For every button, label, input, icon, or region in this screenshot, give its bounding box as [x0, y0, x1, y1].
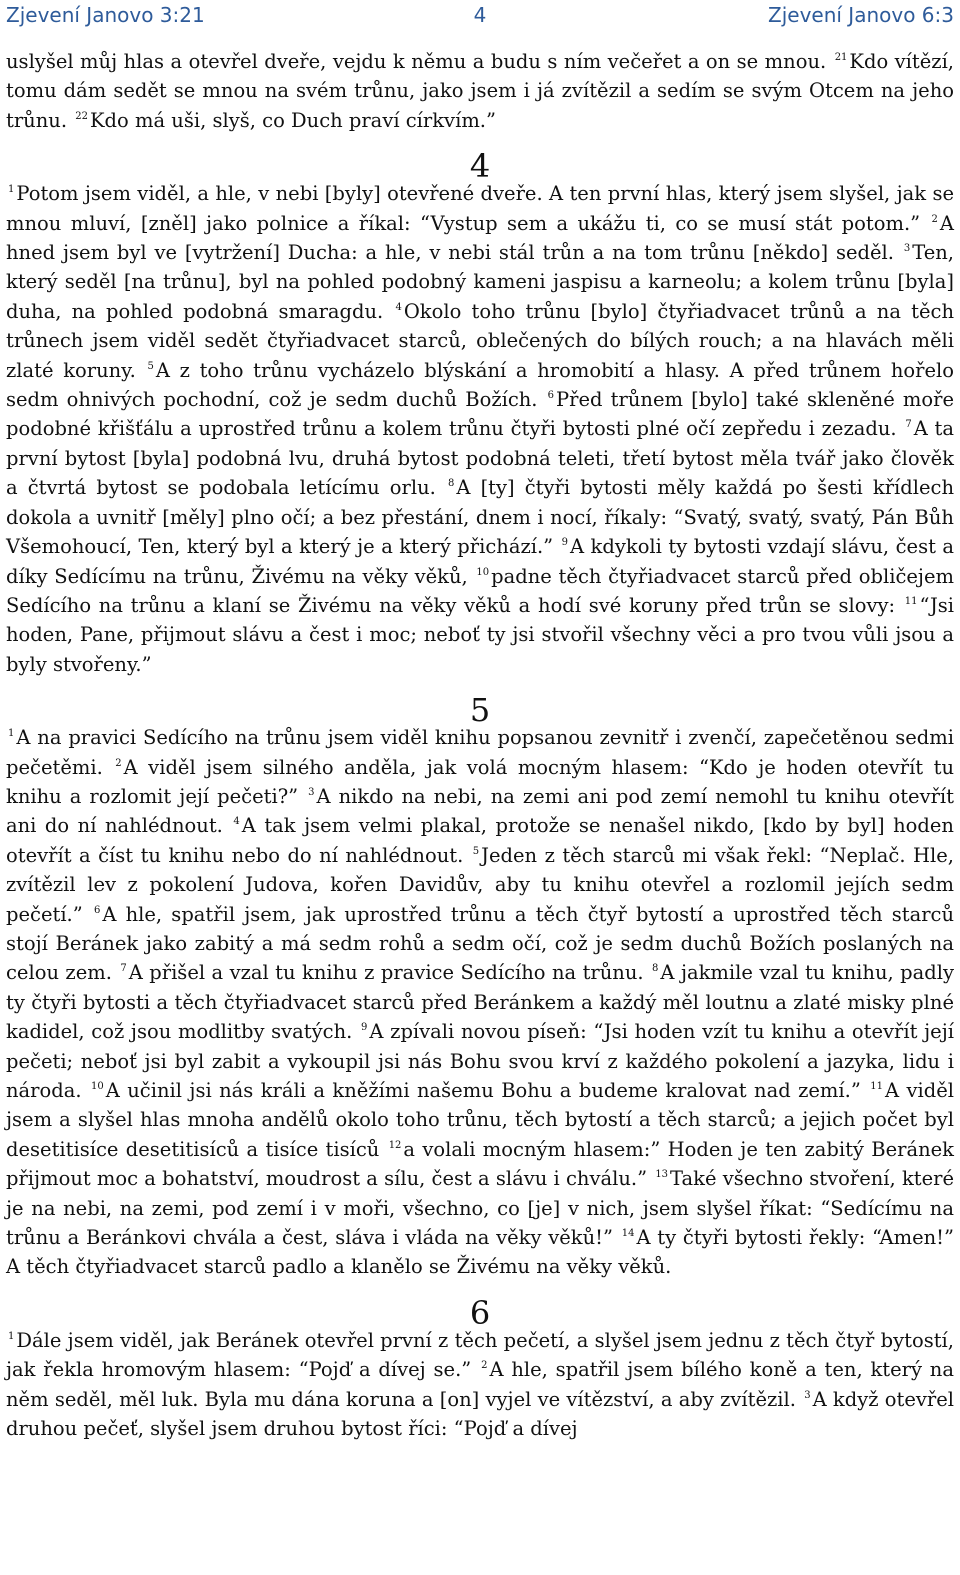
- verse-number: 8: [652, 963, 659, 975]
- verse-text: Také všechno stvoření, které je na nebi, na zemi, pod zemí i v moři, všechno, co [je] v nich, jsem slyšel říkat: “Sedícímu na trůnu a Beránkovi chvála a čest, sláva i vláda na věky věků!”: [6, 1167, 955, 1250]
- page-number: 4: [473, 3, 487, 27]
- verse-text: Dále jsem viděl, jak Beránek otevřel první z těch pečetí, a slyšel jsem jednu z těch čtyř bytostí, jak řekla hromovým hlasem: “Pojď a dívej se.”: [6, 1328, 954, 1382]
- verse-number: 22: [75, 110, 88, 122]
- verse-number: 8: [448, 478, 455, 490]
- verse-number: 6: [547, 390, 555, 402]
- header-right-reference: Zjevení Janovo 6:3: [768, 3, 954, 27]
- verse-text: a volali mocným hlasem:” Hoden je ten zabitý Beránek přijmout moc a bohatství, moudrost a sílu, čest a slávu i chválu.”: [6, 1137, 954, 1191]
- verse-text: Okolo toho trůnu [bylo] čtyřiadvacet trůnů a na těch trůnech jsem viděl sedět čtyřiadvacet starců, oblečených do bílých rouch; a na hlavách měli zlaté koruny.: [6, 299, 954, 382]
- verse-text: A hle, spatřil jsem bílého koně a ten, který na něm seděl, měl luk. Byla mu dána koruna a [on] vyjel ve vítězství, a aby zvítězil.: [6, 1358, 954, 1411]
- verse-number: 14: [621, 1228, 635, 1240]
- chapter-heading-4: 4: [469, 147, 491, 186]
- verse-text: Před trůnem [bylo] také skleněné moře podobné křišťálu a uprostřed trůnu a kolem trůnu čtyři bytosti plné očí zepředu i zezadu.: [6, 388, 954, 441]
- verse-text: Jeden z těch starců mi však řekl: “Neplač. Hle, zvítězil lev z pokolení Judova, kořen Davidův, aby tu knihu otevřel a rozlomil jejích sedm pečetí.”: [6, 843, 954, 926]
- verse-text: uslyšel můj hlas a otevřel dveře, vejdu k němu a budu s ním večeřet a on se mnou.: [6, 50, 827, 73]
- verse-number: 5: [147, 360, 154, 372]
- verse-number: 1: [8, 1330, 15, 1342]
- verse-number: 2: [931, 213, 938, 225]
- verse-text: A ta první bytost [byla] podobná lvu, druhá bytost podobná teleti, třetí bytost měla tvář jako člověk a čtvrtá bytost se podobala letícímu orlu.: [6, 417, 954, 500]
- verse-number: 12: [388, 1139, 402, 1151]
- verse-text: A na pravici Sedícího na trůnu jsem viděl knihu popsanou zevnitř i zvenčí, zapečetěnou sedmi pečetěmi.: [6, 726, 954, 779]
- verse-text: A ty čtyři bytosti řekly: “Amen!” A těch čtyřiadvacet starců padlo a klanělo se Živému na věky věků.: [6, 1226, 954, 1279]
- chapter-3-end-paragraph: [6, 47, 954, 135]
- verse-text: A viděl jsem a slyšel hlas mnoha andělů okolo toho trůnu, těch bytostí a těch starců; a jejich počet byl desetitisíce desetitisíců a tisíce tisíců: [6, 1079, 954, 1161]
- verse-text: A tak jsem velmi plakal, protože se nenašel nikdo, [kdo by byl] hoden otevřít a číst tu knihu nebo do ní nahlédnout.: [6, 814, 954, 867]
- verse-number: 10: [476, 566, 490, 578]
- verse-text: A když otevřel druhou pečeť, slyšel jsem druhou bytost říci: “Pojď a dívej: [6, 1387, 954, 1441]
- verse-number: 6: [93, 904, 101, 916]
- verse-text: A jakmile vzal tu knihu, padly ty čtyři bytosti a těch čtyřiadvacet starců před Beránkem a každý měl loutnu a zlaté misky plné kadidel, což jsou modlitby svatých.: [6, 961, 954, 1044]
- verse-text: A kdykoli ty bytosti vzdají slávu, čest a díky Sedícímu na trůnu, Živému na věky věků,: [6, 535, 955, 588]
- verse-number: 13: [655, 1169, 669, 1181]
- verse-text: A nikdo na nebi, na zemi ani pod zemí nemohl tu knihu otevřít ani do ní nahlédnout.: [6, 784, 954, 838]
- chapter-heading-5: 5: [469, 691, 491, 730]
- verse-text: A viděl jsem silného anděla, jak volá mocným hlasem: “Kdo je hoden otevřít tu knihu a rozlomit její pečeti?”: [6, 755, 954, 808]
- verse-number: 2: [481, 1360, 488, 1372]
- verse-number: 2: [115, 757, 122, 769]
- verse-number: 1: [8, 184, 15, 196]
- verse-text: A [ty] čtyři bytosti měly každá po šesti křídlech dokola a uvnitř [měly] plno očí; a bez přestání, dnem i nocí, říkaly: “Svatý, svatý, svatý, Pán Bůh Všemohoucí, Ten, který byl a který je a který přichází.”: [6, 476, 955, 559]
- verse-number: 21: [834, 52, 848, 63]
- verse-number: 5: [472, 845, 480, 857]
- verse-text: A hned jsem byl ve [vytržení] Ducha: a hle, v nebi stál trůn a na tom trůnu [někdo] seděl.: [6, 211, 954, 265]
- verse-number: 1: [8, 728, 15, 740]
- verse-number: 9: [561, 537, 568, 549]
- verse-number: 11: [904, 595, 918, 607]
- verse-text: Potom jsem viděl, a hle, v nebi [byly] otevřené dveře. A ten první hlas, který jsem slyšel, jak se mnou mluví, [zněl] jako polnice a říkal: “Vystup sem a ukážu ti, co se musí stát potom.”: [6, 182, 954, 235]
- verse-text: Ten, který seděl [na trůnu], byl na pohled podobný kameni jaspisu a karneolu; a kolem trůnu [byla] duha, na pohled podobná smaragdu.: [6, 241, 954, 323]
- verse-text: Kdo má uši, slyš, co Duch praví církvím.”: [89, 108, 496, 132]
- verse-text: Kdo vítězí, tomu dám sedět se mnou na svém trůnu, jako jsem i já zvítězil a sedím se svým Otcem na jeho trůnu.: [6, 50, 955, 132]
- verse-text: A z toho trůnu vycházelo blýskání a hromobití a hlasy. A před trůnem hořelo sedm ohnivých pochodní, což je sedm duchů Božích.: [6, 358, 954, 412]
- verse-text: “Jsi hoden, Pane, přijmout slávu a čest i moc; neboť ty jsi stvořil všechny věci a pro tvou vůli jsou a byly stvořeny.”: [6, 593, 955, 676]
- verse-number: 3: [308, 786, 315, 798]
- verse-number: 3: [903, 243, 911, 255]
- verse-text: A zpívali novou píseň: “Jsi hoden vzít tu knihu a otevřít její pečeti; neboť jsi byl zabit a vykoupil jsi nás Bohu svou krví z každého pokolení a jazyka, lidu i národa.: [6, 1020, 954, 1102]
- verse-text: padne těch čtyřiadvacet starců před obličejem Sedícího na trůnu a klaní se Živému na věky věků a hodí své koruny před trůn se slovy:: [6, 564, 954, 617]
- verse-number: 4: [395, 301, 402, 313]
- verse-number: 3: [804, 1389, 811, 1401]
- verse-number: 7: [905, 419, 912, 431]
- verse-number: 4: [233, 816, 240, 828]
- verse-number: 7: [120, 963, 127, 975]
- chapter-6-paragraph: [6, 1326, 954, 1444]
- chapter-heading-6: 6: [469, 1293, 491, 1332]
- verse-text: A učinil jsi nás králi a kněžími našemu Bohu a budeme kralovat nad zemí.”: [105, 1079, 861, 1102]
- running-header: [0, 0, 960, 34]
- verse-text: A přišel a vzal tu knihu z pravice Sedícího na trůnu.: [128, 961, 644, 985]
- verse-text: A hle, spatřil jsem, jak uprostřed trůnu a těch čtyř bytostí a uprostřed těch starců stojí Beránek jako zabitý a má sedm rohů a sedm očí, což je sedm duchů Božích poslaných na celou zem.: [6, 902, 955, 985]
- verse-number: 10: [90, 1081, 104, 1092]
- verse-number: 9: [361, 1022, 368, 1034]
- chapter-4-paragraph: [6, 179, 954, 679]
- chapter-5-paragraph: [6, 723, 954, 1282]
- document-body: [6, 47, 954, 1443]
- header-left-reference: Zjevení Janovo 3:21: [6, 3, 205, 27]
- verse-number: 11: [870, 1081, 883, 1092]
